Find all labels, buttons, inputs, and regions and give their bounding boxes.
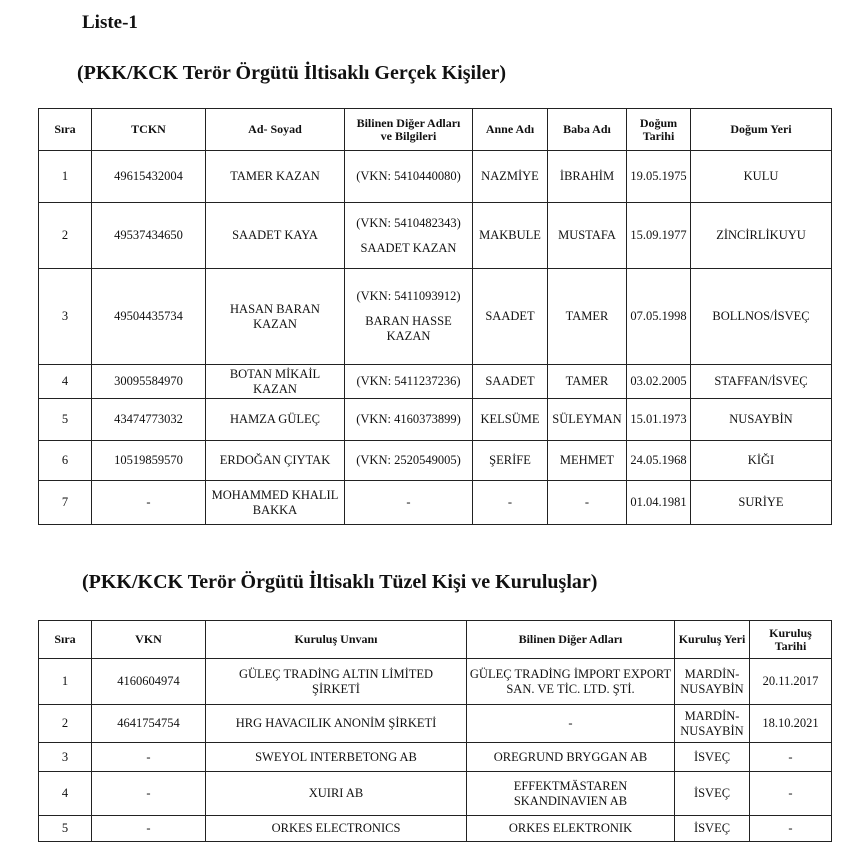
- table-row: [39, 399, 832, 441]
- table-row: [39, 705, 832, 743]
- cell-ad-soyad: SAADET KAYA: [206, 203, 345, 269]
- cell-diger: ORKES ELEKTRONIK: [467, 816, 675, 842]
- header-kurulus-yeri: Kuruluş Yeri: [675, 621, 750, 659]
- cell-baba: SÜLEYMAN: [548, 399, 627, 441]
- cell-tarih: -: [750, 772, 832, 816]
- header-vkn: VKN: [92, 621, 206, 659]
- cell-diger: -: [345, 481, 473, 525]
- cell-sira: 1: [39, 151, 92, 203]
- cell-sira: 2: [39, 203, 92, 269]
- cell-anne: KELSÜME: [473, 399, 548, 441]
- cell-diger: (VKN: 5410482343) SAADET KAZAN: [345, 203, 473, 269]
- cell-yer: SURİYE: [691, 481, 832, 525]
- cell-unvan: SWEYOL INTERBETONG AB: [206, 743, 467, 772]
- table-row: [39, 743, 832, 772]
- cell-tarih: 07.05.1998: [627, 269, 691, 365]
- table-row: [39, 203, 832, 269]
- cell-yer: ZİNCİRLİKUYU: [691, 203, 832, 269]
- cell-baba: MUSTAFA: [548, 203, 627, 269]
- persons-table: [38, 108, 832, 525]
- table-row: [39, 816, 832, 842]
- cell-tarih: 01.04.1981: [627, 481, 691, 525]
- cell-tarih: 20.11.2017: [750, 659, 832, 705]
- cell-tckn: 49615432004: [92, 151, 206, 203]
- cell-baba: TAMER: [548, 269, 627, 365]
- cell-yer: KİĞI: [691, 441, 832, 481]
- cell-unvan: HRG HAVACILIK ANONİM ŞİRKETİ: [206, 705, 467, 743]
- header-unvan: Kuruluş Unvanı: [206, 621, 467, 659]
- cell-sira: 5: [39, 816, 92, 842]
- cell-tarih: -: [750, 743, 832, 772]
- cell-tckn: 10519859570: [92, 441, 206, 481]
- cell-sira: 7: [39, 481, 92, 525]
- cell-tckn: 49537434650: [92, 203, 206, 269]
- header-anne-adi: Anne Adı: [473, 109, 548, 151]
- table-row: [39, 441, 832, 481]
- header-dogum-tarihi: Doğum Tarihi: [627, 109, 691, 151]
- cell-anne: MAKBULE: [473, 203, 548, 269]
- table-row: [39, 659, 832, 705]
- cell-tarih: -: [750, 816, 832, 842]
- cell-tarih: 19.05.1975: [627, 151, 691, 203]
- cell-baba: MEHMET: [548, 441, 627, 481]
- cell-yer: KULU: [691, 151, 832, 203]
- cell-diger: (VKN: 5410440080): [345, 151, 473, 203]
- header-ad-soyad: Ad- Soyad: [206, 109, 345, 151]
- table-header-row: [39, 621, 832, 659]
- cell-vkn: -: [92, 772, 206, 816]
- cell-sira: 4: [39, 365, 92, 399]
- cell-anne: -: [473, 481, 548, 525]
- cell-diger: (VKN: 2520549005): [345, 441, 473, 481]
- table-row: [39, 365, 832, 399]
- cell-yer: İSVEÇ: [675, 772, 750, 816]
- cell-tarih: 03.02.2005: [627, 365, 691, 399]
- cell-anne: ŞERİFE: [473, 441, 548, 481]
- header-dogum-yeri: Doğum Yeri: [691, 109, 832, 151]
- cell-vkn: 4160604974: [92, 659, 206, 705]
- cell-diger: GÜLEÇ TRADİNG İMPORT EXPORT SAN. VE TİC. LTD. ŞTİ.: [467, 659, 675, 705]
- table-row: [39, 481, 832, 525]
- cell-diger: EFFEKTMÄSTAREN SKANDINAVIEN AB: [467, 772, 675, 816]
- cell-sira: 1: [39, 659, 92, 705]
- header-diger-adlari: Bilinen Diğer Adları: [467, 621, 675, 659]
- cell-tckn: 30095584970: [92, 365, 206, 399]
- cell-tckn: 43474773032: [92, 399, 206, 441]
- table-header-row: [39, 109, 832, 151]
- cell-yer: İSVEÇ: [675, 816, 750, 842]
- cell-sira: 2: [39, 705, 92, 743]
- cell-tarih: 15.09.1977: [627, 203, 691, 269]
- cell-diger: -: [467, 705, 675, 743]
- cell-tarih: 24.05.1968: [627, 441, 691, 481]
- cell-yer: STAFFAN/İSVEÇ: [691, 365, 832, 399]
- cell-tckn: 49504435734: [92, 269, 206, 365]
- cell-tarih: 15.01.1973: [627, 399, 691, 441]
- cell-yer: MARDİN- NUSAYBİN: [675, 659, 750, 705]
- header-baba-adi: Baba Adı: [548, 109, 627, 151]
- table-row: [39, 151, 832, 203]
- cell-diger: OREGRUND BRYGGAN AB: [467, 743, 675, 772]
- header-diger-adlari: Bilinen Diğer Adları ve Bilgileri: [345, 109, 473, 151]
- cell-anne: SAADET: [473, 365, 548, 399]
- header-sira: Sıra: [39, 621, 92, 659]
- cell-baba: -: [548, 481, 627, 525]
- cell-ad-soyad: TAMER KAZAN: [206, 151, 345, 203]
- cell-yer: NUSAYBİN: [691, 399, 832, 441]
- cell-ad-soyad: ERDOĞAN ÇIYTAK: [206, 441, 345, 481]
- cell-vkn: -: [92, 743, 206, 772]
- cell-ad-soyad: HASAN BARAN KAZAN: [206, 269, 345, 365]
- header-sira: Sıra: [39, 109, 92, 151]
- section-title-persons: (PKK/KCK Terör Örgütü İltisaklı Gerçek Kişiler): [77, 62, 507, 84]
- cell-baba: TAMER: [548, 365, 627, 399]
- cell-baba: İBRAHİM: [548, 151, 627, 203]
- cell-vkn: 4641754754: [92, 705, 206, 743]
- cell-tckn: -: [92, 481, 206, 525]
- cell-sira: 5: [39, 399, 92, 441]
- cell-yer: MARDİN- NUSAYBİN: [675, 705, 750, 743]
- cell-yer: BOLLNOS/İSVEÇ: [691, 269, 832, 365]
- cell-tarih: 18.10.2021: [750, 705, 832, 743]
- table-row: [39, 772, 832, 816]
- cell-anne: SAADET: [473, 269, 548, 365]
- cell-unvan: GÜLEÇ TRADİNG ALTIN LİMİTED ŞİRKETİ: [206, 659, 467, 705]
- cell-sira: 4: [39, 772, 92, 816]
- entities-table: [38, 620, 832, 842]
- cell-sira: 3: [39, 269, 92, 365]
- table-row: [39, 269, 832, 365]
- list-title: Liste-1: [82, 12, 138, 33]
- cell-diger: (VKN: 5411093912) BARAN HASSE KAZAN: [345, 269, 473, 365]
- cell-diger: (VKN: 4160373899): [345, 399, 473, 441]
- cell-unvan: XUIRI AB: [206, 772, 467, 816]
- cell-ad-soyad: BOTAN MİKAİL KAZAN: [206, 365, 345, 399]
- cell-vkn: -: [92, 816, 206, 842]
- section-title-entities: (PKK/KCK Terör Örgütü İltisaklı Tüzel Kişi ve Kuruluşlar): [82, 571, 598, 593]
- header-tckn: TCKN: [92, 109, 206, 151]
- cell-sira: 6: [39, 441, 92, 481]
- cell-yer: İSVEÇ: [675, 743, 750, 772]
- cell-diger: (VKN: 5411237236): [345, 365, 473, 399]
- cell-ad-soyad: MOHAMMED KHALIL BAKKA: [206, 481, 345, 525]
- header-kurulus-tarihi: Kuruluş Tarihi: [750, 621, 832, 659]
- cell-anne: NAZMİYE: [473, 151, 548, 203]
- cell-unvan: ORKES ELECTRONICS: [206, 816, 467, 842]
- cell-ad-soyad: HAMZA GÜLEÇ: [206, 399, 345, 441]
- cell-sira: 3: [39, 743, 92, 772]
